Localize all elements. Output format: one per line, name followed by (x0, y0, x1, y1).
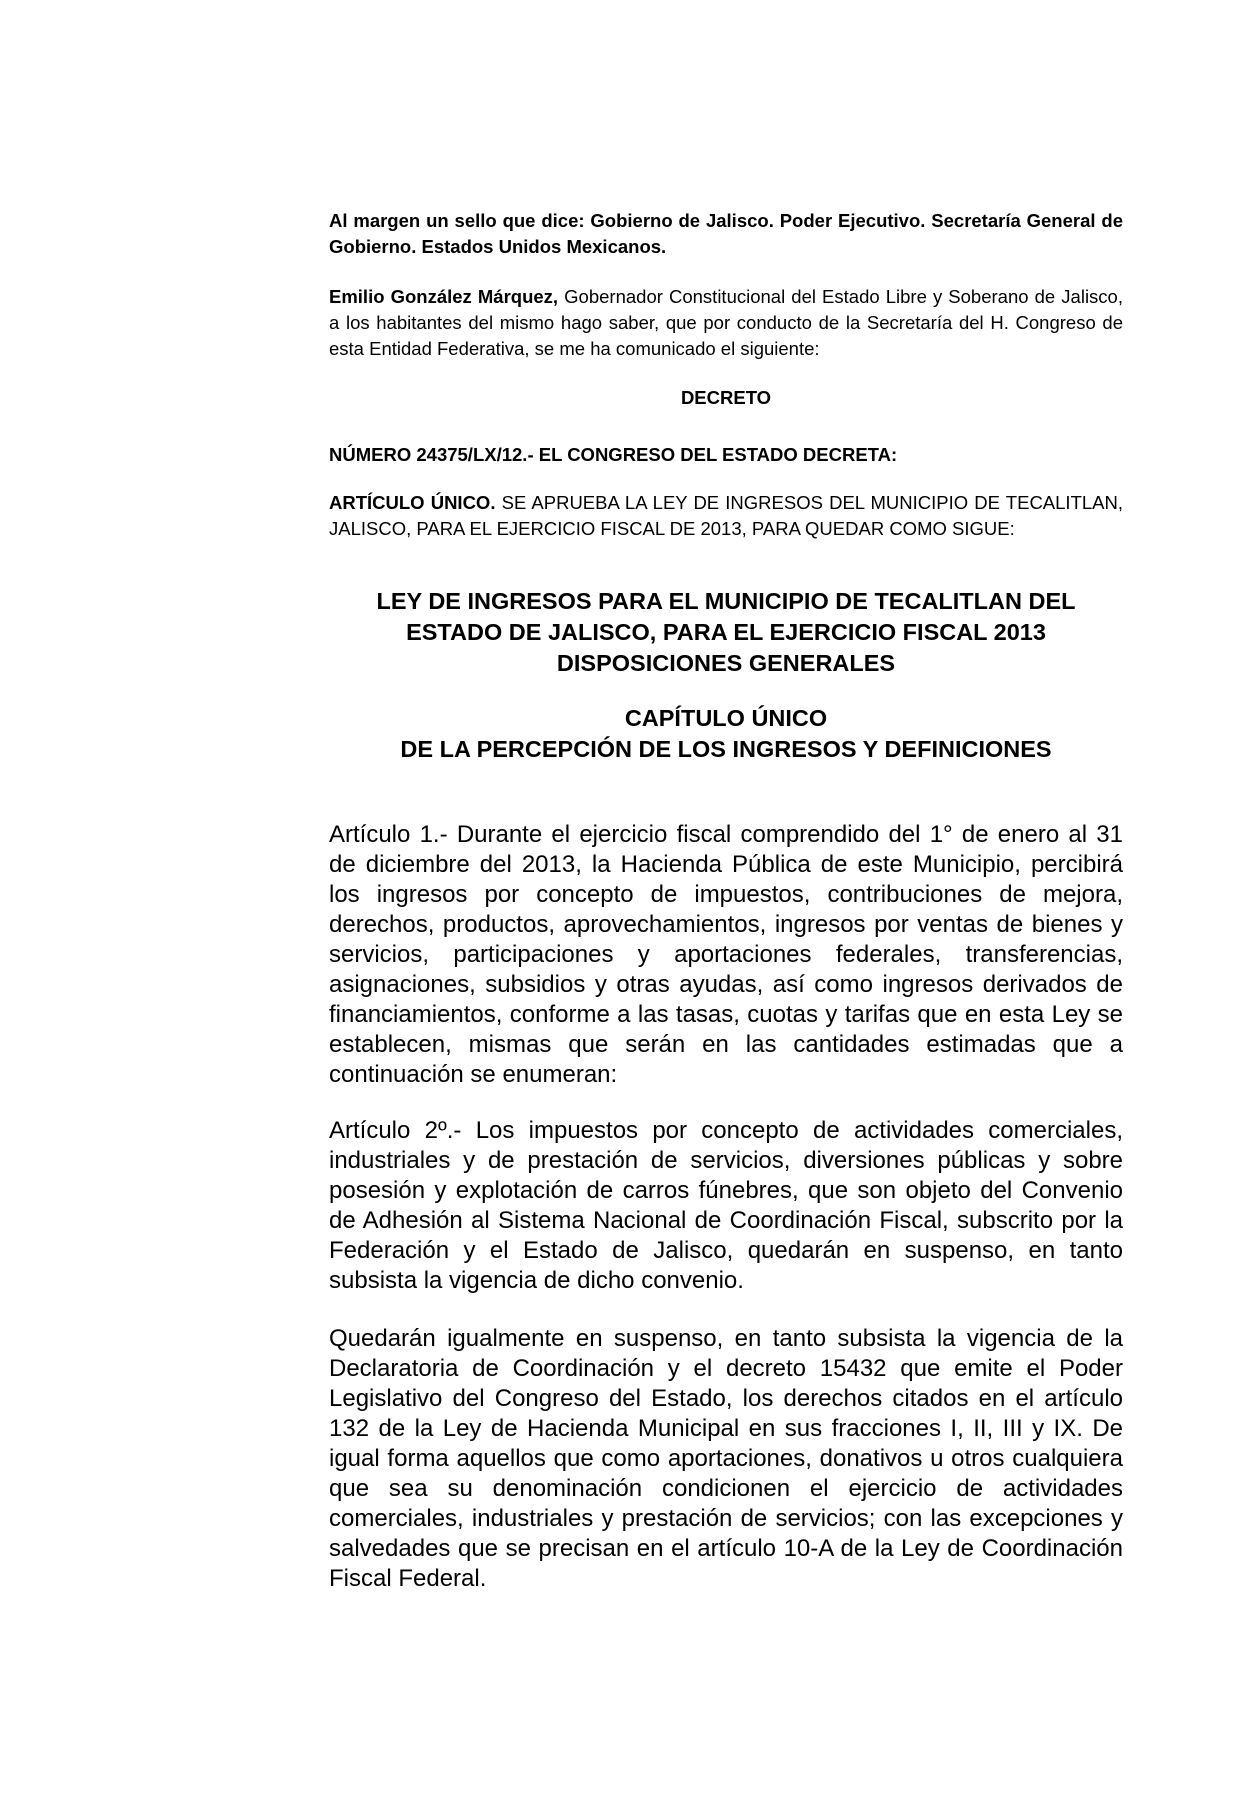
suspension-paragraph: Quedarán igualmente en suspenso, en tanto subsista la vigencia de la Declaratoria de Coordinación y el decreto 15432 que emite el Poder Legislativo del Congreso del Estado, los derechos citados en el artículo 132 de la Ley de Hacienda Municipal en sus fracciones I, II, III y IX. De igual forma aquellos que como aportaciones, donativos u otros cualquiera que sea su denominación condicionen el ejercicio de actividades comerciales, industriales y prestación de servicios; con las excepciones y salvedades que se precisan en el artículo 10-A de la Ley de Coordinación Fiscal Federal. (329, 1325, 1123, 1592)
article-1-paragraph: Artículo 1.- Durante el ejercicio fiscal comprendido del 1° de enero al 31 de diciembre del 2013, la Hacienda Pública de este Municipio, percibirá los ingresos por concepto de impuestos, contribuciones de mejora, derechos, productos, aprovechamientos, ingresos por ventas de bienes y servicios, participaciones y aportaciones federales, transferencias, asignaciones, subsidios y otras ayudas, así como ingresos derivados de financiamientos, conforme a las tasas, cuotas y tarifas que en esta Ley se establecen, mismas que serán en las cantidades estimadas que a continuación se enumeran: (329, 821, 1123, 1088)
law-title-line-1: LEY DE INGRESOS PARA EL MUNICIPIO DE TECALITLAN DEL (376, 588, 1076, 614)
sole-article-label: ARTÍCULO ÚNICO. (329, 492, 496, 513)
decree-title: DECRETO (680, 387, 772, 408)
law-title-line-2: ESTADO DE JALISCO, PARA EL EJERCICIO FISCAL 2013 (406, 619, 1046, 645)
chapter-heading-line-2: DE LA PERCEPCIÓN DE LOS INGRESOS Y DEFINICIONES (400, 736, 1052, 762)
intro-paragraph (329, 284, 1123, 362)
decree-number: NÚMERO 24375/LX/12.- EL CONGRESO DEL ESTADO DECRETA: (329, 444, 898, 465)
sole-article (329, 490, 1123, 542)
chapter-heading (329, 703, 1123, 765)
law-title (329, 586, 1123, 679)
seal-note: Al margen un sello que dice: Gobierno de Jalisco. Poder Ejecutivo. Secretaría General de Gobierno. Estados Unidos Mexicanos. (329, 210, 1123, 257)
governor-name: Emilio González Márquez, (329, 286, 559, 307)
sole-article-text: SE APRUEBA LA LEY DE INGRESOS DEL MUNICIPIO DE TECALITLAN, JALISCO, PARA EL EJERCICIO FISCAL DE 2013, PARA QUEDAR COMO SIGUE: (329, 492, 1123, 539)
chapter-heading-line-1: CAPÍTULO ÚNICO (624, 705, 828, 731)
article-2-paragraph: Artículo 2º.- Los impuestos por concepto de actividades comerciales, industriales y de prestación de servicios, diversiones públicas y sobre posesión y explotación de carros fúnebres, que son objeto del Convenio de Adhesión al Sistema Nacional de Coordinación Fiscal, subscrito por la Federación y el Estado de Jalisco, quedarán en suspenso, en tanto subsista la vigencia de dicho convenio. (329, 1117, 1123, 1294)
intro-text: Gobernador Constitucional del Estado Libre y Soberano de Jalisco, a los habitantes del mismo hago saber, que por conducto de la Secretaría del H. Congreso de esta Entidad Federativa, se me ha comunicado el siguiente: (329, 286, 1123, 359)
law-title-line-3: DISPOSICIONES GENERALES (556, 650, 896, 676)
